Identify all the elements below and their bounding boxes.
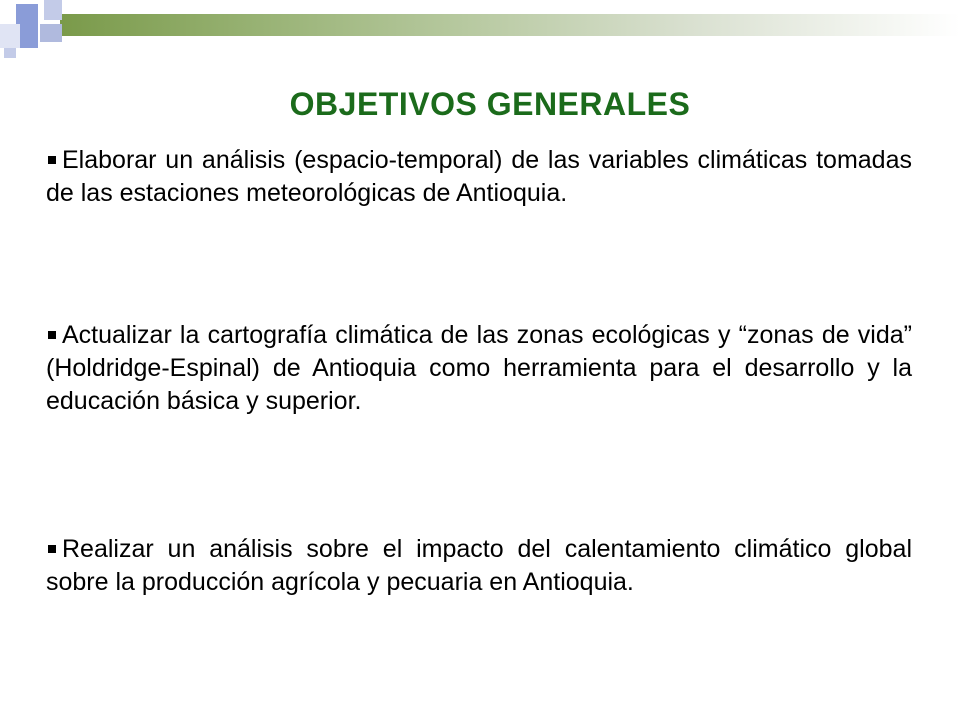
objective-text: Elaborar un análisis (espacio-temporal) de las variables climáticas tomadas de las estaciones meteorológicas de Antioquia. [46,146,912,207]
decorative-tile [0,24,20,48]
objective-text: Realizar un análisis sobre el impacto del calentamiento climático global sobre la producción agrícola y pecuaria en Antioquia. [46,535,912,596]
decorative-tile [40,24,62,42]
square-bullet-icon [48,545,56,553]
square-bullet-icon [48,331,56,339]
decorative-tile [44,0,62,20]
decorative-tile [16,4,38,24]
square-bullet-icon [48,156,56,164]
objective-item [46,144,912,210]
slide-title: OBJETIVOS GENERALES [289,86,691,122]
header-decoration [0,0,960,64]
header-gradient-band [60,14,960,36]
objective-item [46,533,912,599]
objective-text: Actualizar la cartografía climática de las zonas ecológicas y “zonas de vida” (Holdridge-Espinal) de Antioquia como herramienta para el desarrollo y la educación básica y superior. [46,321,912,415]
decorative-tile [4,48,16,58]
decorative-tile [20,24,38,48]
objective-item [46,319,912,418]
